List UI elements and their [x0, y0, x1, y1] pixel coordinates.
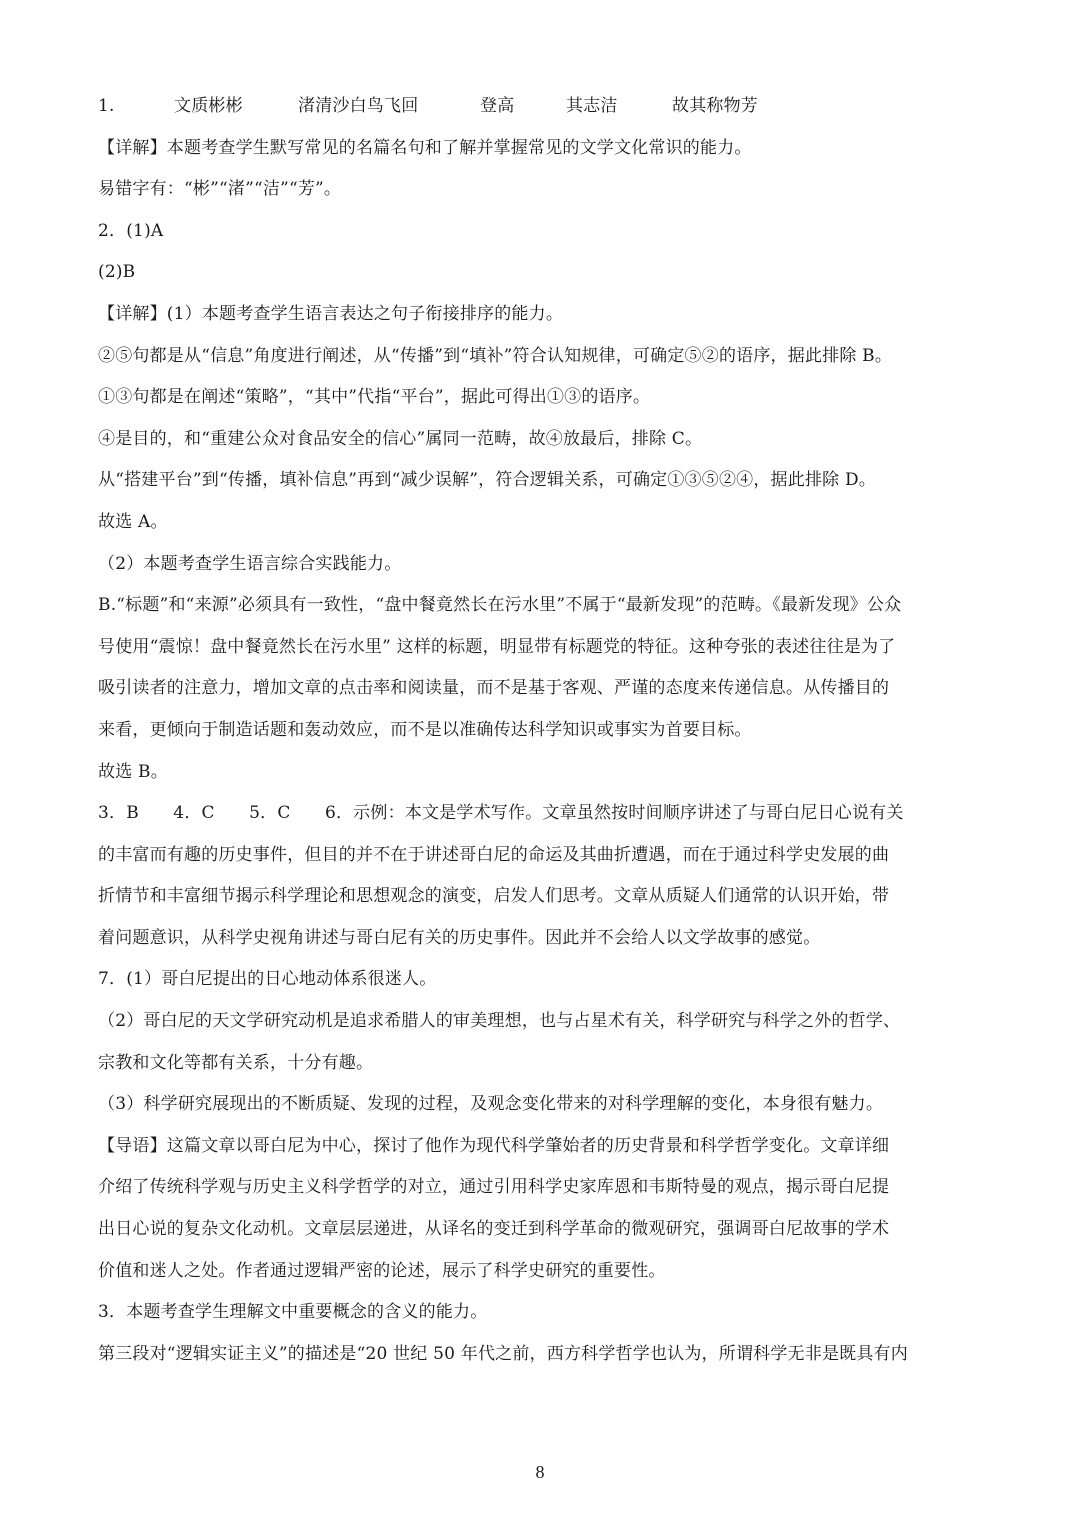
question-number: 1. [98, 96, 115, 116]
text-line: 3．本题考查学生理解文中重要概念的含义的能力。 [98, 1302, 488, 1323]
text-line: (2)B [98, 262, 136, 283]
text-line: 易错字有：“彬”“渚”“洁”“芳”。 [98, 179, 342, 200]
text-line: 【导语】这篇文章以哥白尼为中心，探讨了他作为现代科学肇始者的历史背景和科学哲学变化。文章详细 [98, 1135, 890, 1156]
answer-key-content [98, 86, 986, 1375]
text-line: 着问题意识，从科学史视角讲述与哥白尼有关的历史事件。因此并不会给人以文学故事的感觉。 [98, 927, 821, 948]
text-line: 第三段对“逻辑实证主义”的描述是“20 世纪 50 年代之前，西方科学哲学也认为，所谓科学无非是既具有内 [98, 1343, 908, 1364]
text-line: 故选 A。 [98, 511, 168, 532]
text-line: （2）本题考查学生语言综合实践能力。 [98, 553, 402, 574]
text-line: 7．(1）哥白尼提出的日心地动体系很迷人。 [98, 969, 437, 990]
answer-text: 渚清沙白鸟飞回 [298, 96, 419, 116]
text-line: 来看，更倾向于制造话题和轰动效应，而不是以准确传达科学知识或事实为首要目标。 [98, 719, 752, 740]
text-line: ①③句都是在阐述“策略”，“其中”代指“平台”，据此可得出①③的语序。 [98, 387, 651, 408]
text-line: 故选 B。 [98, 761, 168, 782]
text-line: （2）哥白尼的天文学研究动机是追求希腊人的审美理想，也与占星术有关，科学研究与科学之外的哲学、 [98, 1011, 901, 1032]
text-line: 【详解】(1）本题考查学生语言表达之句子衔接排序的能力。 [98, 303, 564, 324]
text-line: 吸引读者的注意力，增加文章的点击率和阅读量，而不是基于客观、严谨的态度来传递信息。从传播目的 [98, 678, 890, 699]
text-line: 价值和迷人之处。作者通过逻辑严密的论述，展示了科学史研究的重要性。 [98, 1260, 666, 1281]
text-line: 出日心说的复杂文化动机。文章层层递进，从译名的变迁到科学革命的微观研究，强调哥白尼故事的学术 [98, 1219, 890, 1240]
text-line: B.“标题”和“来源”必须具有一致性，“盘中餐竟然长在污水里”不属于“最新发现”的范畴。《最新发现》公众 [98, 595, 902, 616]
text-line: ②⑤句都是从“信息”角度进行阐述，从“传播”到“填补”符合认知规律，可确定⑤②的语序，据此排除 B。 [98, 345, 893, 366]
text-line: 2．(1)A [98, 220, 164, 241]
text-line: 折情节和丰富细节揭示科学理论和思想观念的演变，启发人们思考。文章从质疑人们通常的认识开始，带 [98, 886, 890, 907]
text-line: 宗教和文化等都有关系，十分有趣。 [98, 1052, 374, 1073]
text-line: 号使用“震惊！盘中餐竟然长在污水里” 这样的标题，明显带有标题党的特征。这种夸张的表述往往是为了 [98, 636, 896, 657]
answer-text: 文质彬彬 [174, 96, 243, 116]
answer-text: 故其称物芳 [672, 96, 758, 116]
text-line: 的丰富而有趣的历史事件，但目的并不在于讲述哥白尼的命运及其曲折遭遇，而在于通过科学史发展的曲 [98, 844, 890, 865]
answer-text: 登高 [480, 96, 515, 116]
answer-text: 其志洁 [566, 96, 618, 116]
text-line: 【详解】本题考查学生默写常见的名篇名句和了解并掌握常见的文学文化常识的能力。 [98, 137, 752, 158]
text-line: 从“搭建平台”到“传播，填补信息”再到“减少误解”，符合逻辑关系，可确定①③⑤②④，据此排除 D。 [98, 470, 876, 491]
text-line: 3．B 4．C 5．C 6．示例：本文是学术写作。文章虽然按时间顺序讲述了与哥白尼日心说有关 [98, 803, 904, 824]
text-line: （3）科学研究展现出的不断质疑、发现的过程，及观念变化带来的对科学理解的变化，本身很有魅力。 [98, 1094, 884, 1115]
text-line: ④是目的，和“重建公众对食品安全的信心”属同一范畴，故④放最后，排除 C。 [98, 428, 703, 449]
page-number: 8 [535, 1462, 545, 1482]
question-1-answers [98, 86, 986, 128]
text-line: 介绍了传统科学观与历史主义科学哲学的对立，通过引用科学史家库恩和韦斯特曼的观点，揭示哥白尼提 [98, 1177, 890, 1198]
